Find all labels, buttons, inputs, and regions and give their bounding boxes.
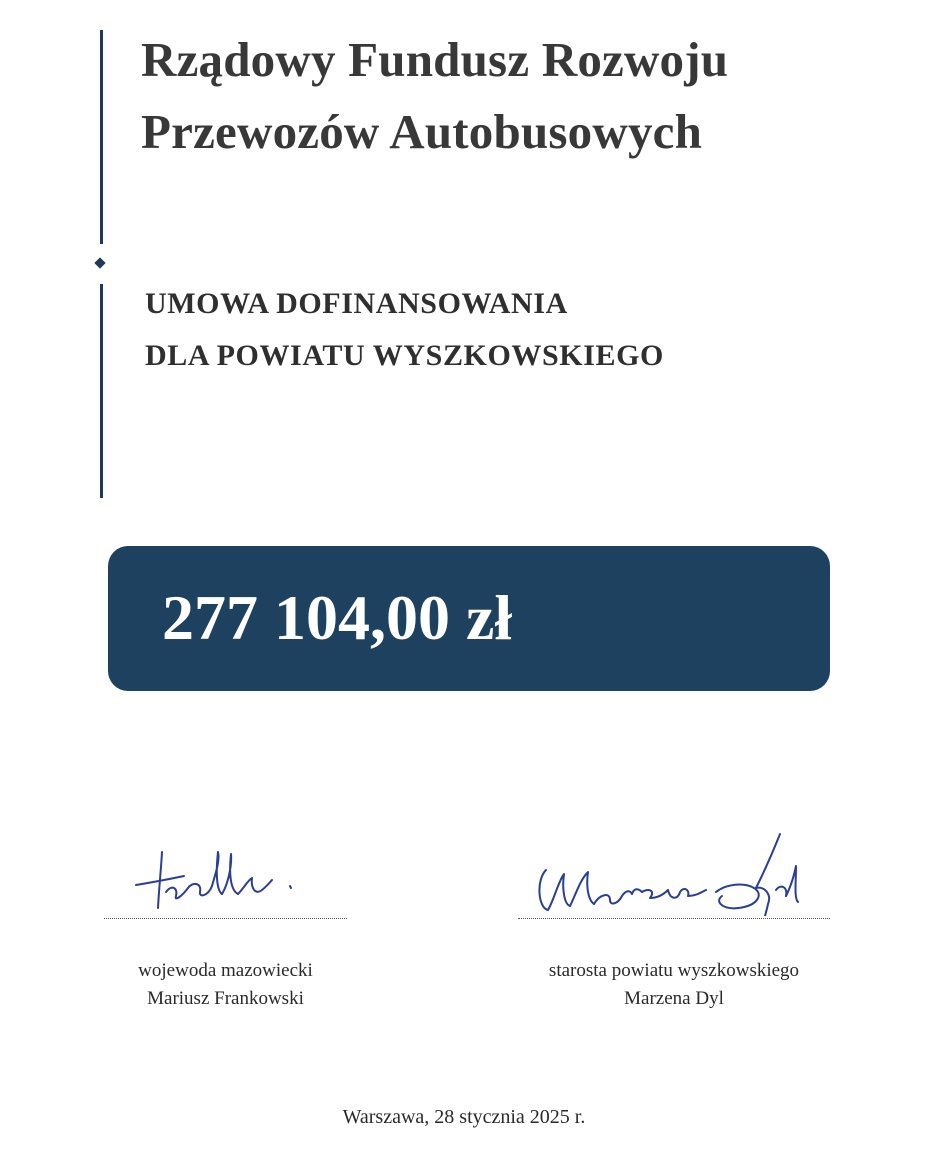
fund-title-line-2: Przewozów Autobusowych [141, 104, 703, 159]
amount-panel [108, 546, 830, 691]
diamond-ornament-icon [94, 257, 105, 268]
signature-block-starost [518, 830, 830, 1013]
signature-starost [518, 830, 830, 916]
signatory-name-voivode: Mariusz Frankowski [147, 988, 304, 1009]
fund-title-line-1: Rządowy Fundusz Rozwoju [141, 32, 729, 87]
handwritten-signature-starost-icon [518, 830, 830, 916]
accent-line-top [100, 30, 103, 244]
agreement-title-line-2: DLA POWIATU WYSZKOWSKIEGO [145, 339, 664, 372]
signatory-role-voivode: wojewoda mazowiecki [138, 960, 313, 981]
signature-block-voivode [104, 830, 347, 1013]
agreement-title-line-1: UMOWA DOFINANSOWANIA [145, 287, 568, 320]
signature-line-starost [518, 918, 830, 919]
signature-line-voivode [104, 918, 347, 919]
fund-title [141, 24, 728, 168]
handwritten-signature-voivode-icon [104, 830, 347, 916]
agreement-title [145, 278, 664, 382]
signatory-role-starost: starosta powiatu wyszkowskiego [548, 960, 800, 981]
place-and-date: Warszawa, 28 stycznia 2025 r. [342, 1106, 586, 1128]
funding-amount: 277 104,00 zł [162, 582, 513, 653]
accent-line-bottom [100, 284, 103, 498]
signature-voivode [104, 830, 347, 916]
signatory-name-starost: Marzena Dyl [624, 988, 724, 1009]
